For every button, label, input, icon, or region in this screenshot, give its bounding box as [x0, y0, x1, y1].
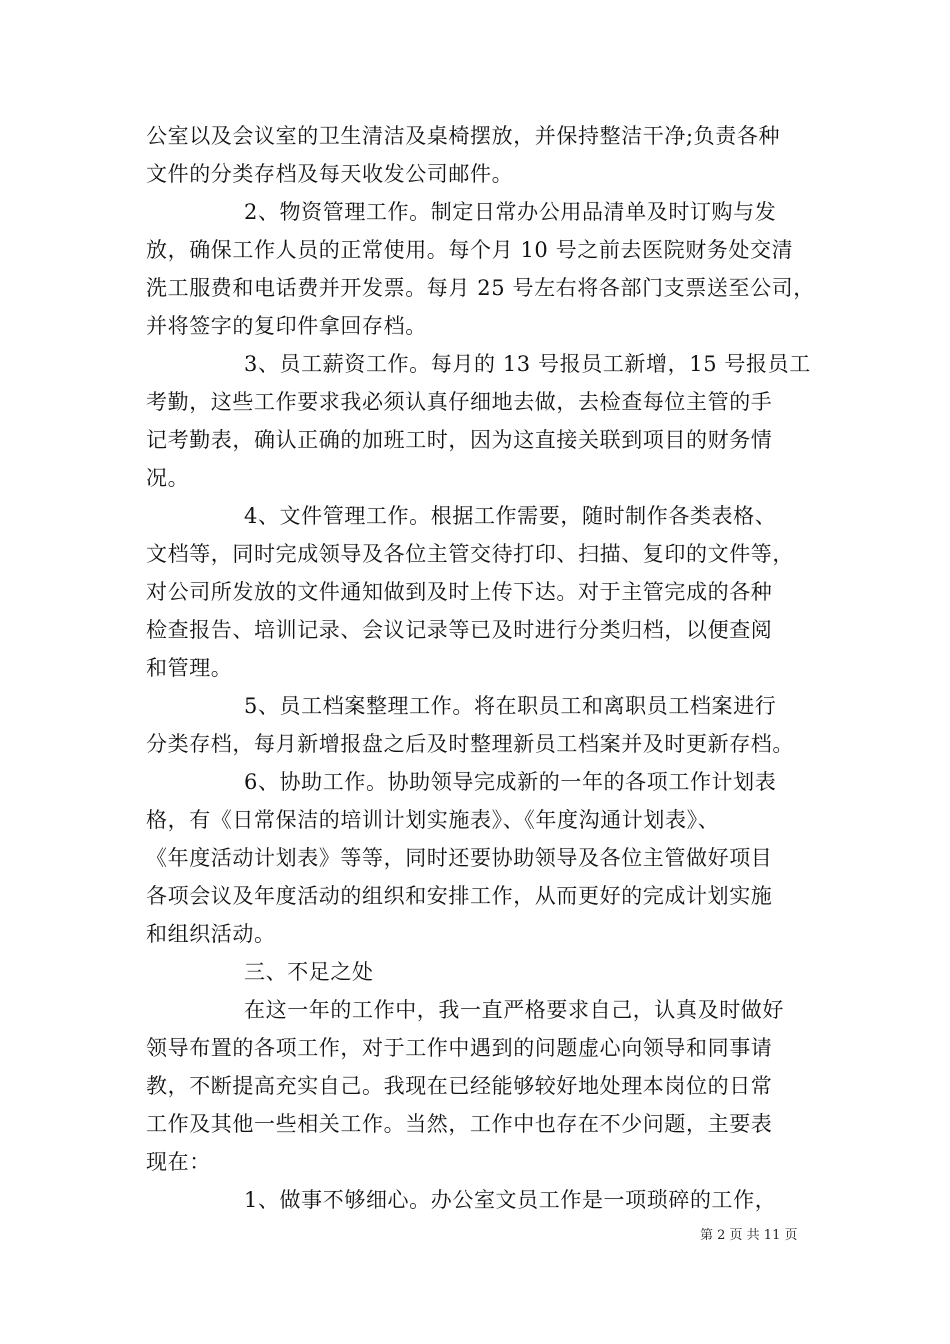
text-line: 公室以及会议室的卫生清洁及桌椅摆放，并保持整洁干净;负责各种: [146, 124, 781, 148]
paragraph-start: 在这一年的工作中，我一直严格要求自己，认真及时做好: [244, 998, 784, 1022]
text-line: 况。: [146, 466, 190, 490]
paragraph-item-3-start: 3、员工薪资工作。每月的 13 号报员工新增，15 号报员工: [244, 352, 811, 376]
text-line: 洗工服费和电话费并开发票。每月 25 号左右将各部门支票送至公司，: [146, 276, 815, 300]
text-line: 领导布置的各项工作，对于工作中遇到的问题虚心向领导和同事请: [146, 1036, 773, 1060]
text-line: 和组织活动。: [146, 922, 276, 946]
text-line: 工作及其他一些相关工作。当然，工作中也存在不少问题，主要表: [146, 1112, 773, 1136]
text-line: 分类存档，每月新增报盘之后及时整理新员工档案并及时更新存档。: [146, 732, 794, 756]
paragraph-item-1-start: 1、做事不够细心。办公室文员工作是一项琐碎的工作，: [244, 1188, 777, 1212]
text-line: 现在：: [146, 1150, 211, 1174]
page-number-footer: 第 2 页 共 11 页: [700, 1228, 798, 1243]
text-line: 考勤，这些工作要求我必须认真仔细地去做，去检查每位主管的手: [146, 390, 773, 414]
text-line: 和管理。: [146, 656, 233, 680]
paragraph-item-5-start: 5、员工档案整理工作。将在职员工和离职员工档案进行: [244, 694, 777, 718]
text-line: 检查报告、培训记录、会议记录等已及时进行分类归档，以便查阅: [146, 618, 773, 642]
text-line: 放，确保工作人员的正常使用。每个月 10 号之前去医院财务处交清: [146, 238, 794, 262]
text-line: 教，不断提高充实自己。我现在已经能够较好地处理本岗位的日常: [146, 1074, 773, 1098]
text-line: 《年度活动计划表》等等，同时还要协助领导及各位主管做好项目: [146, 846, 773, 870]
text-line: 格，有《日常保洁的培训计划实施表》、《年度沟通计划表》、: [146, 808, 720, 832]
paragraph-item-6-start: 6、协助工作。协助领导完成新的一年的各项工作计划表: [244, 770, 777, 794]
text-line: 文件的分类存档及每天收发公司邮件。: [146, 162, 514, 186]
text-line: 各项会议及年度活动的组织和安排工作，从而更好的完成计划实施: [146, 884, 773, 908]
text-line: 并将签字的复印件拿回存档。: [146, 314, 427, 338]
text-line: 对公司所发放的文件通知做到及时上传下达。对于主管完成的各种: [146, 580, 773, 604]
paragraph-item-2-start: 2、物资管理工作。制定日常办公用品清单及时订购与发: [244, 200, 777, 224]
text-line: 文档等，同时完成领导及各位主管交待打印、扫描、复印的文件等，: [146, 542, 794, 566]
text-line: 记考勤表，确认正确的加班工时，因为这直接关联到项目的财务情: [146, 428, 773, 452]
section-heading: 三、不足之处: [244, 960, 374, 984]
paragraph-item-4-start: 4、文件管理工作。根据工作需要，随时制作各类表格、: [244, 504, 777, 528]
